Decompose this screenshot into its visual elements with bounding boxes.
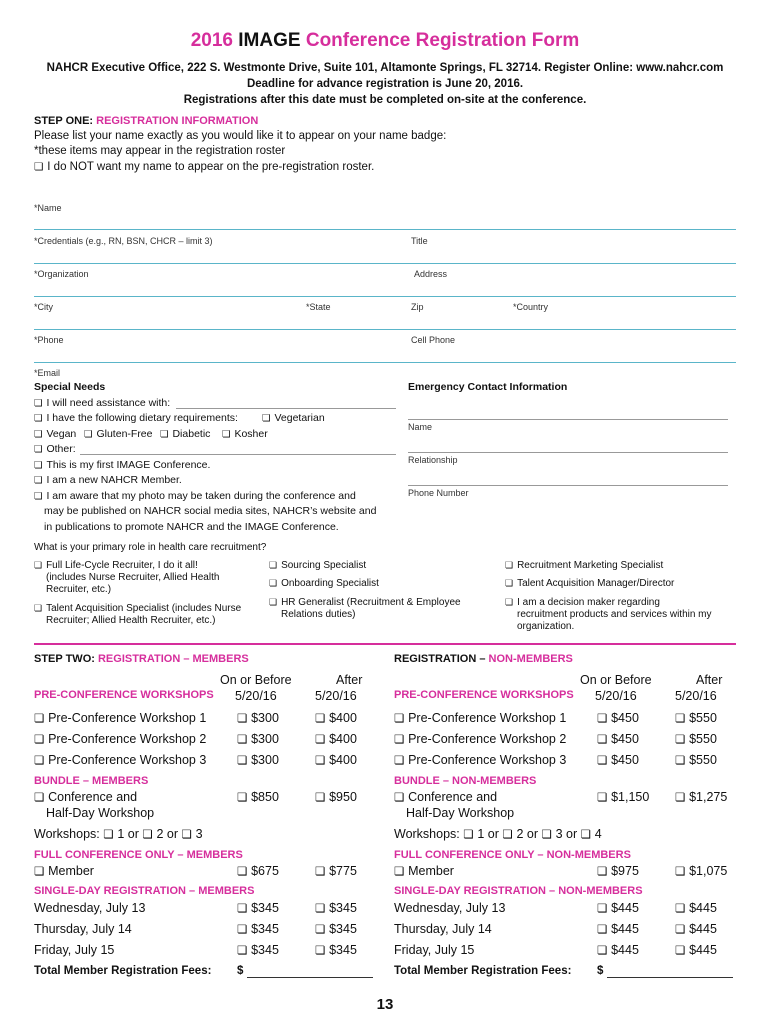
nonmembers-pre-heading: PRE-CONFERENCE WORKSHOPS [394, 689, 574, 701]
members-col-before: On or Before [220, 673, 292, 687]
members-workshop-2[interactable]: ❏ Pre-Conference Workshop 2 [34, 732, 206, 746]
nonmembers-total-label: Total Member Registration Fees: [394, 965, 572, 977]
members-day-2-after[interactable]: ❏ $345 [315, 922, 357, 936]
name-field[interactable] [34, 229, 736, 230]
roster-optout-checkbox[interactable]: ❏ I do NOT want my name to appear on the pre-registration roster. [34, 161, 374, 173]
members-col-before-date: 5/20/16 [235, 689, 277, 703]
first-conference-checkbox[interactable]: ❏ This is my first IMAGE Conference. [34, 459, 210, 471]
nonmembers-full-before[interactable]: ❏ $975 [597, 864, 639, 878]
office-address: NAHCR Executive Office, 222 S. Westmonte Drive, Suite 101, Altamonte Springs, FL 32714. Register Online: www.nahcr.com [46, 62, 724, 74]
diabetic-checkbox[interactable]: ❏ Diabetic [160, 428, 210, 440]
members-workshop-3-before[interactable]: ❏ $300 [237, 753, 279, 767]
role-recruitment-marketing-checkbox[interactable]: ❏ Recruitment Marketing Specialist [505, 560, 663, 571]
members-total-symbol: $ [237, 965, 244, 977]
members-day-1: Wednesday, July 13 [34, 901, 146, 915]
nonmembers-day-1: Wednesday, July 13 [394, 901, 506, 915]
nonmembers-workshop-2-after[interactable]: ❏ $550 [675, 732, 717, 746]
nonmembers-workshop-1-after[interactable]: ❏ $550 [675, 711, 717, 725]
nonmembers-workshop-choice: Workshops: ❏ 1 or ❏ 2 or ❏ 3 or ❏ 4 [394, 827, 602, 841]
emergency-line-3[interactable] [408, 485, 728, 486]
members-ws-1[interactable]: ❏ 1 or [103, 827, 139, 841]
role-ta-specialist-checkbox[interactable]: ❏ Talent Acquisition Specialist (includes Nurse [34, 603, 241, 614]
members-workshop-choice: Workshops: ❏ 1 or ❏ 2 or ❏ 3 [34, 827, 203, 841]
members-day-1-before[interactable]: ❏ $345 [237, 901, 279, 915]
nonmembers-workshop-1[interactable]: ❏ Pre-Conference Workshop 1 [394, 711, 566, 725]
photo-consent-checkbox[interactable]: ❏ I am aware that my photo may be taken during the conference and [34, 490, 356, 502]
role-decision-maker-checkbox[interactable]: ❏ I am a decision maker regarding [505, 597, 660, 608]
phone-label: *Phone [34, 335, 64, 345]
members-workshop-2-after[interactable]: ❏ $400 [315, 732, 357, 746]
role-ta-specialist-text-2: Recruiter; Allied Health Recruiter, etc.) [46, 615, 216, 626]
onsite-note: Registrations after this date must be completed on-site at the conference. [183, 94, 587, 106]
badge-instruction: Please list your name exactly as you would like it to appear on your name badge: [34, 130, 447, 142]
roster-note: *these items may appear in the registration roster [34, 145, 286, 157]
members-workshop-1-before[interactable]: ❏ $300 [237, 711, 279, 725]
nonmembers-col-after: After [696, 673, 723, 687]
special-needs-heading: Special Needs [34, 381, 106, 393]
credentials-title-field[interactable] [34, 263, 736, 264]
role-decision-maker-text-3: organization. [517, 621, 575, 632]
role-hr-generalist-text-2: Relations duties) [281, 609, 356, 620]
role-full-cycle-text-2: (includes Nurse Recruiter, Allied Health [46, 572, 220, 583]
members-workshop-2-before[interactable]: ❏ $300 [237, 732, 279, 746]
nonmembers-day-2-after[interactable]: ❏ $445 [675, 922, 717, 936]
members-workshop-1[interactable]: ❏ Pre-Conference Workshop 1 [34, 711, 206, 725]
photo-consent-text-3: in publications to promote NAHCR and the IMAGE Conference. [44, 521, 339, 533]
section-divider [34, 643, 736, 645]
nonmembers-full-heading: FULL CONFERENCE ONLY – NON-MEMBERS [394, 849, 631, 861]
nonmembers-workshop-2-before[interactable]: ❏ $450 [597, 732, 639, 746]
nonmembers-day-3-before[interactable]: ❏ $445 [597, 943, 639, 957]
members-workshop-1-after[interactable]: ❏ $400 [315, 711, 357, 725]
nonmembers-bundle-after[interactable]: ❏ $1,275 [675, 790, 727, 804]
nonmembers-day-2-before[interactable]: ❏ $445 [597, 922, 639, 936]
emergency-contact-heading: Emergency Contact Information [408, 381, 568, 393]
members-full-before[interactable]: ❏ $675 [237, 864, 279, 878]
nonmembers-total-symbol: $ [597, 965, 604, 977]
members-bundle[interactable]: ❏ Conference and [34, 790, 137, 804]
nonmembers-single-heading: SINGLE-DAY REGISTRATION – NON-MEMBERS [394, 885, 643, 897]
nonmembers-bundle-heading: BUNDLE – NON-MEMBERS [394, 775, 537, 787]
nonmembers-workshop-2[interactable]: ❏ Pre-Conference Workshop 2 [394, 732, 566, 746]
nonmembers-total-field[interactable] [607, 977, 733, 978]
other-line[interactable] [80, 454, 396, 455]
members-col-after-date: 5/20/16 [315, 689, 357, 703]
kosher-checkbox[interactable]: ❏ Kosher [222, 428, 268, 440]
role-decision-maker-text-2: recruitment products and services within my [517, 609, 712, 620]
members-bundle-text-2: Half-Day Workshop [46, 806, 155, 820]
emergency-name-label: Name [408, 422, 433, 432]
nonmembers-workshop-1-before[interactable]: ❏ $450 [597, 711, 639, 725]
members-full-member[interactable]: ❏ Member [34, 864, 94, 878]
assistance-line[interactable] [176, 408, 396, 409]
emergency-line-2[interactable] [408, 452, 728, 453]
members-day-1-after[interactable]: ❏ $345 [315, 901, 357, 915]
nonmembers-day-1-after[interactable]: ❏ $445 [675, 901, 717, 915]
role-ta-manager-checkbox[interactable]: ❏ Talent Acquisition Manager/Director [505, 578, 674, 589]
members-day-3: Friday, July 15 [34, 943, 115, 957]
members-workshop-3[interactable]: ❏ Pre-Conference Workshop 3 [34, 753, 206, 767]
nonmembers-workshop-3-before[interactable]: ❏ $450 [597, 753, 639, 767]
role-onboarding-checkbox[interactable]: ❏ Onboarding Specialist [269, 578, 379, 589]
vegan-checkbox[interactable]: ❏ Vegan [34, 428, 76, 440]
members-bundle-heading: BUNDLE – MEMBERS [34, 775, 149, 787]
members-day-3-after[interactable]: ❏ $345 [315, 943, 357, 957]
role-hr-generalist-checkbox[interactable]: ❏ HR Generalist (Recruitment & Employee [269, 597, 461, 608]
assistance-checkbox[interactable]: ❏ I will need assistance with: [34, 397, 170, 409]
members-total-field[interactable] [247, 977, 373, 978]
members-heading: STEP TWO: REGISTRATION – MEMBERS [34, 653, 249, 665]
state-label: *State [306, 302, 331, 312]
deadline-note: Deadline for advance registration is June 20, 2016. [246, 78, 524, 90]
country-label: *Country [513, 302, 549, 312]
zip-label: Zip [411, 302, 424, 312]
members-total-label: Total Member Registration Fees: [34, 965, 212, 977]
members-day-2: Thursday, July 14 [34, 922, 132, 936]
nonmembers-heading: REGISTRATION – NON-MEMBERS [394, 653, 573, 665]
step-one-heading: STEP ONE: REGISTRATION INFORMATION [34, 115, 259, 127]
city-state-zip-field[interactable] [34, 329, 736, 330]
nonmembers-ws-4[interactable]: ❏ 4 [581, 827, 602, 841]
members-bundle-after[interactable]: ❏ $950 [315, 790, 357, 804]
role-question: What is your primary role in health care recruitment? [34, 542, 267, 553]
nonmembers-bundle-before[interactable]: ❏ $1,150 [597, 790, 649, 804]
nonmembers-full-after[interactable]: ❏ $1,075 [675, 864, 727, 878]
nonmembers-ws-2[interactable]: ❏ 2 or [502, 827, 538, 841]
nonmembers-day-1-before[interactable]: ❏ $445 [597, 901, 639, 915]
members-full-after[interactable]: ❏ $775 [315, 864, 357, 878]
members-day-2-before[interactable]: ❏ $345 [237, 922, 279, 936]
email-label: *Email [34, 368, 61, 378]
address-label: Address [414, 269, 448, 279]
emergency-relationship-label: Relationship [408, 455, 458, 465]
credentials-label: *Credentials (e.g., RN, BSN, CHCR – limit 3) [34, 236, 213, 246]
role-full-cycle-text-3: Recruiter, etc.) [46, 584, 112, 595]
nonmembers-day-3-after[interactable]: ❏ $445 [675, 943, 717, 957]
city-label: *City [34, 302, 54, 312]
nonmembers-day-3: Friday, July 15 [394, 943, 475, 957]
nonmembers-col-before-date: 5/20/16 [595, 689, 637, 703]
gluten-free-checkbox[interactable]: ❏ Gluten-Free [84, 428, 153, 440]
title-label: Title [411, 236, 428, 246]
nonmembers-workshop-3[interactable]: ❏ Pre-Conference Workshop 3 [394, 753, 566, 767]
organization-address-field[interactable] [34, 296, 736, 297]
cell-phone-label: Cell Phone [411, 335, 456, 345]
members-workshop-3-after[interactable]: ❏ $400 [315, 753, 357, 767]
vegetarian-checkbox[interactable]: ❏ Vegetarian [262, 412, 325, 424]
phone-field[interactable] [34, 362, 736, 363]
name-label: *Name [34, 203, 62, 213]
nonmembers-ws-3[interactable]: ❏ 3 or [542, 827, 578, 841]
role-sourcing-checkbox[interactable]: ❏ Sourcing Specialist [269, 560, 366, 571]
dietary-checkbox[interactable]: ❏ I have the following dietary requirements: [34, 412, 238, 424]
members-single-heading: SINGLE-DAY REGISTRATION – MEMBERS [34, 885, 255, 897]
nonmembers-bundle-text-2: Half-Day Workshop [406, 806, 515, 820]
new-member-checkbox[interactable]: ❏ I am a new NAHCR Member. [34, 474, 182, 486]
nonmembers-ws-1[interactable]: ❏ 1 or [463, 827, 499, 841]
nonmembers-workshop-3-after[interactable]: ❏ $550 [675, 753, 717, 767]
photo-consent-text-2: may be published on NAHCR social media sites, NAHCR’s website and [44, 505, 377, 517]
members-day-3-before[interactable]: ❏ $345 [237, 943, 279, 957]
emergency-phone-label: Phone Number [408, 488, 469, 498]
role-full-cycle-checkbox[interactable]: ❏ Full Life-Cycle Recruiter, I do it all! [34, 560, 198, 571]
members-ws-3[interactable]: ❏ 3 [182, 827, 203, 841]
page-number: 13 [376, 996, 394, 1013]
nonmembers-day-2: Thursday, July 14 [394, 922, 492, 936]
nonmembers-col-before: On or Before [580, 673, 652, 687]
nonmembers-full-member[interactable]: ❏ Member [394, 864, 454, 878]
other-checkbox[interactable]: ❏ Other: [34, 443, 76, 455]
nonmembers-col-after-date: 5/20/16 [675, 689, 717, 703]
members-ws-2[interactable]: ❏ 2 or [142, 827, 178, 841]
members-bundle-before[interactable]: ❏ $850 [237, 790, 279, 804]
nonmembers-bundle[interactable]: ❏ Conference and [394, 790, 497, 804]
page-title: 2016 IMAGE Conference Registration Form [190, 30, 580, 51]
members-full-heading: FULL CONFERENCE ONLY – MEMBERS [34, 849, 243, 861]
members-col-after: After [336, 673, 363, 687]
emergency-line-1[interactable] [408, 419, 728, 420]
members-pre-heading: PRE-CONFERENCE WORKSHOPS [34, 689, 214, 701]
organization-label: *Organization [34, 269, 89, 279]
